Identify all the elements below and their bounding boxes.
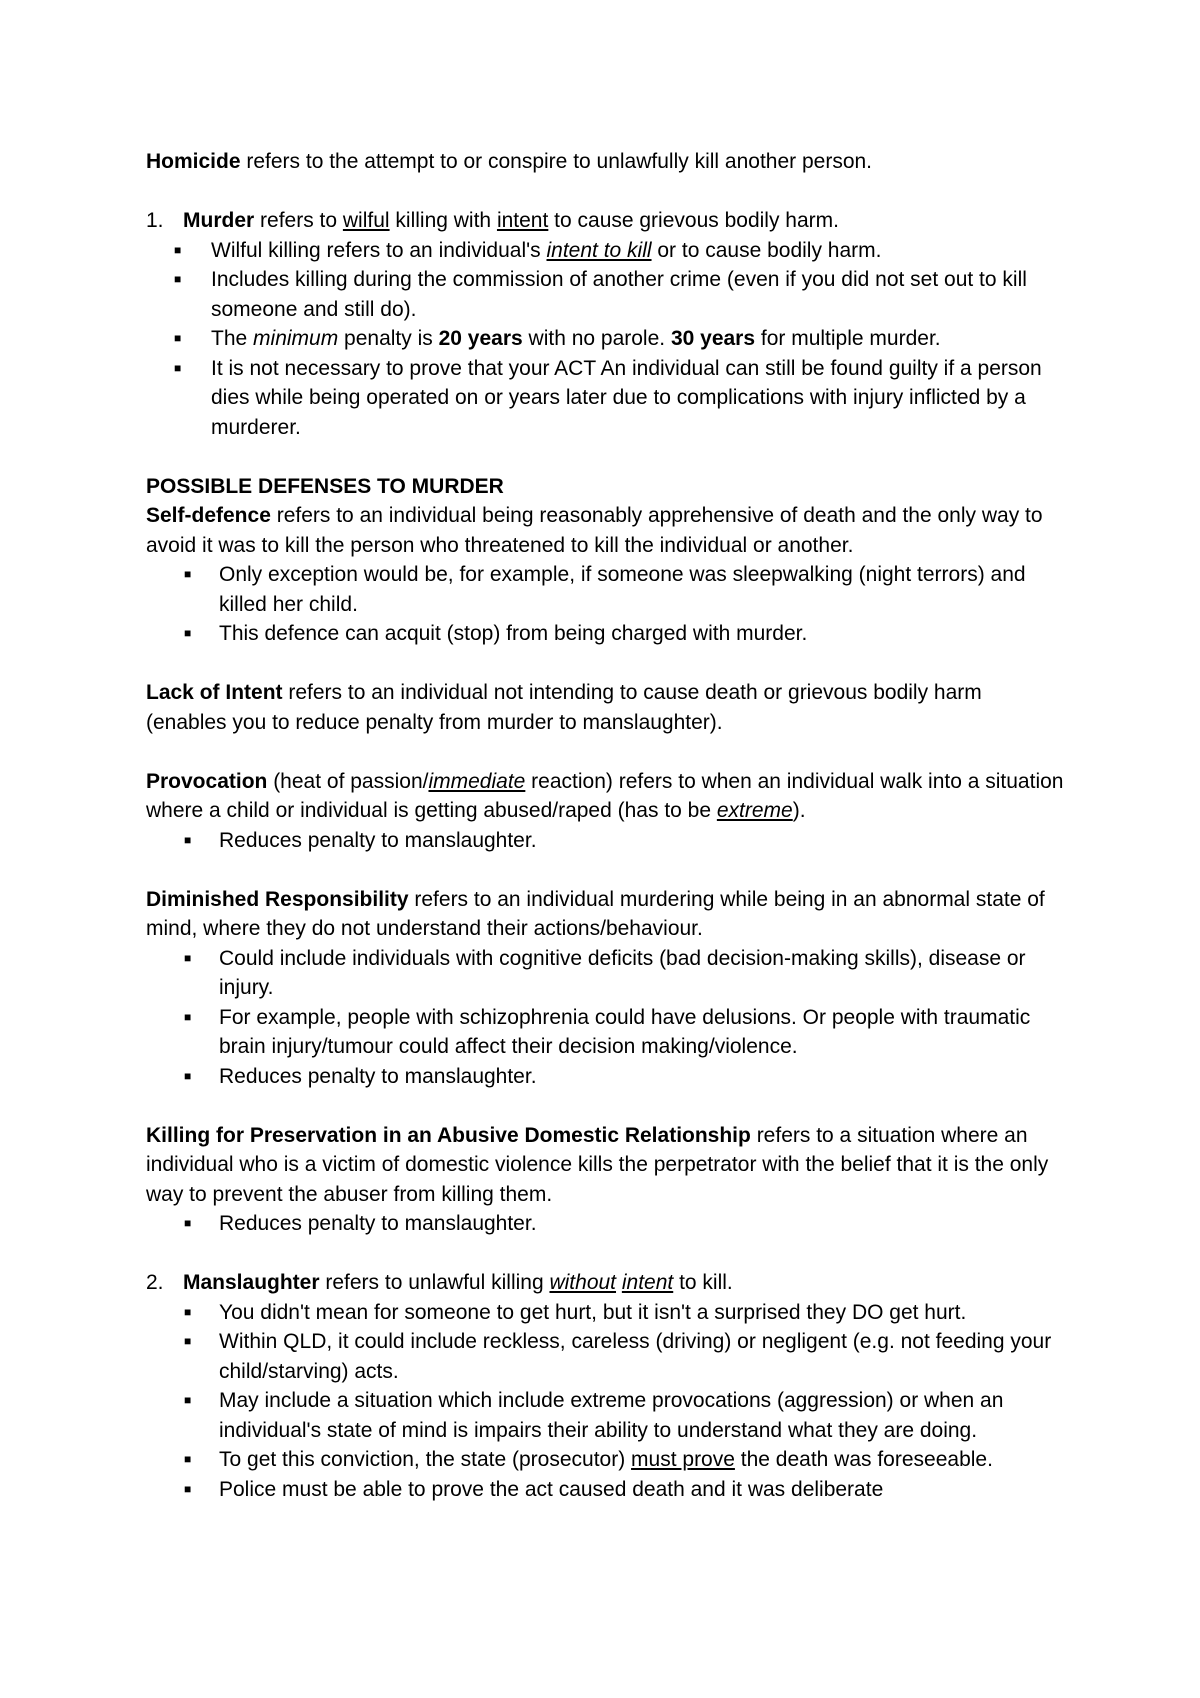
- self-defence-bullets: [146, 560, 1066, 649]
- square-bullet-icon: ■: [174, 242, 182, 257]
- manslaughter-bullets: [146, 1298, 1066, 1505]
- section-heading: POSSIBLE DEFENSES TO MURDER: [146, 474, 504, 498]
- murder-item: 1. Murder refers to wilful killing with intent to cause grievous bodily harm.: [146, 206, 1066, 236]
- homicide-definition: Homicide refers to the attempt to or conspire to unlawfully kill another person.: [146, 150, 873, 173]
- square-bullet-icon: ■: [184, 1452, 192, 1466]
- list-item: ■ Reduces penalty to manslaughter.: [146, 1062, 1066, 1092]
- list-item: ■ Wilful killing refers to an individual's intent to kill or to cause bodily harm.: [146, 236, 1066, 266]
- list-item: ■ May include a situation which include extreme provocations (aggression) or when an individual's state of mind is impairs their ability to understand what they are doing.: [146, 1386, 1066, 1445]
- list-item: ■ Only exception would be, for example, if someone was sleepwalking (night terrors) and killed her child.: [146, 560, 1066, 619]
- square-bullet-icon: ■: [184, 626, 192, 640]
- list-item: ■ Reduces penalty to manslaughter.: [146, 826, 1066, 856]
- provocation-bullets: [146, 826, 1066, 856]
- square-bullet-icon: ■: [184, 950, 192, 965]
- square-bullet-icon: ■: [184, 1481, 192, 1496]
- manslaughter-item: 2. Manslaughter refers to unlawful killing without intent to kill.: [146, 1268, 1066, 1298]
- lack-of-intent-definition: Lack of Intent refers to an individual not intending to cause death or grievous bodily harm (enables you to reduce penalty from murder to manslaughter).: [146, 681, 982, 734]
- square-bullet-icon: ■: [184, 1068, 192, 1083]
- murder-bullets: [146, 236, 1066, 443]
- murder-definition: Murder refers to wilful killing with intent to cause grievous bodily harm.: [183, 209, 839, 232]
- list-item: ■ To get this conviction, the state (prosecutor) must prove the death was foreseeable.: [146, 1445, 1066, 1475]
- list-item: ■ This defence can acquit (stop) from being charged with murder.: [146, 619, 1066, 649]
- diminished-responsibility-definition: Diminished Responsibility refers to an individual murdering while being in an abnormal state of mind, where they do not understand their actions/behaviour.: [146, 887, 1045, 940]
- list-item: ■ You didn't mean for someone to get hurt, but it isn't a surprised they DO get hurt.: [146, 1298, 1066, 1328]
- square-bullet-icon: ■: [184, 832, 192, 847]
- list-item: ■ Could include individuals with cognitive deficits (bad decision-making skills), disease or injury.: [146, 944, 1066, 1003]
- manslaughter-definition: Manslaughter refers to unlawful killing without intent to kill.: [183, 1271, 733, 1294]
- square-bullet-icon: ■: [184, 1216, 192, 1230]
- document-body: [146, 147, 1066, 1504]
- list-item: ■ Within QLD, it could include reckless, careless (driving) or negligent (e.g. not feeding your child/starving) acts.: [146, 1327, 1066, 1386]
- square-bullet-icon: ■: [184, 1304, 192, 1319]
- list-item: ■ It is not necessary to prove that your ACT An individual can still be found guilty if a person dies while being operated on or years later due to complications with injury inflicted by a murderer.: [146, 354, 1066, 443]
- square-bullet-icon: ■: [184, 1334, 192, 1348]
- diminished-responsibility-bullets: [146, 944, 1066, 1092]
- square-bullet-icon: ■: [184, 1393, 192, 1407]
- self-defence-definition: Self-defence refers to an individual being reasonably apprehensive of death and the only way to avoid it was to kill the person who threatened to kill the individual or another.: [146, 504, 1043, 557]
- list-item: ■ For example, people with schizophrenia could have delusions. Or people with traumatic brain injury/tumour could affect their decision making/violence.: [146, 1003, 1066, 1062]
- square-bullet-icon: ■: [174, 360, 182, 375]
- list-item: ■ Reduces penalty to manslaughter.: [146, 1209, 1066, 1239]
- provocation-definition: Provocation (heat of passion/immediate reaction) refers to when an individual walk into a situation where a child or individual is getting abused/raped (has to be extreme).: [146, 769, 1064, 822]
- square-bullet-icon: ■: [184, 1009, 192, 1024]
- square-bullet-icon: ■: [184, 567, 192, 581]
- list-item: ■ Includes killing during the commission of another crime (even if you did not set out to kill someone and still do).: [146, 265, 1066, 324]
- killing-for-preservation-bullets: [146, 1209, 1066, 1239]
- killing-for-preservation-definition: Killing for Preservation in an Abusive Domestic Relationship refers to a situation where an individual who is a victim of domestic violence kills the perpetrator with the belief that it is the only way to prevent the abuser from killing them.: [146, 1123, 1049, 1206]
- square-bullet-icon: ■: [174, 272, 182, 286]
- square-bullet-icon: ■: [174, 331, 182, 345]
- list-item: ■ The minimum penalty is 20 years with no parole. 30 years for multiple murder.: [146, 324, 1066, 354]
- list-item: ■ Police must be able to prove the act caused death and it was deliberate: [146, 1475, 1066, 1505]
